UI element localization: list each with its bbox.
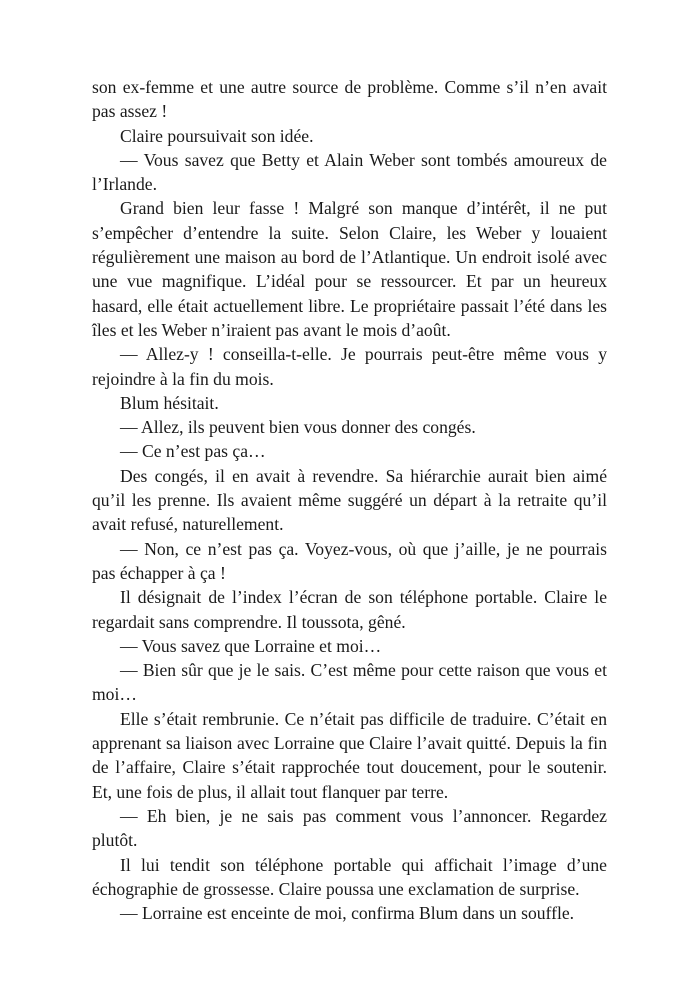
paragraph: Il lui tendit son téléphone portable qui affichait l’image d’une échographie de grossesse. Claire poussa une exclamation de surprise.	[92, 854, 607, 899]
dialogue-line: — Allez-y ! conseilla-t-elle. Je pourrais peut-être même vous y rejoindre à la fin du mois.	[92, 344, 607, 389]
dialogue-line: — Eh bien, je ne sais pas comment vous l’annoncer. Regardez plutôt.	[92, 805, 607, 851]
dialogue-line: — Vous savez que Betty et Alain Weber sont tombés amoureux de l’Irlande.	[92, 149, 607, 195]
page-body	[92, 75, 607, 925]
paragraph: Il désignait de l’index l’écran de son téléphone portable. Claire le regardait sans comprendre. Il toussota, gêné.	[92, 587, 607, 632]
dialogue-line: — Lorraine est enceinte de moi, confirma Blum dans un souffle.	[120, 903, 575, 924]
paragraph-continuation: son ex-femme et une autre source de problème. Comme s’il n’en avait pas assez !	[92, 77, 607, 122]
dialogue-line: — Non, ce n’est pas ça. Voyez-vous, où que j’aille, je ne pourrais pas échapper à ça !	[92, 538, 607, 583]
paragraph: Blum hésitait.	[120, 392, 219, 413]
dialogue-line: — Ce n’est pas ça…	[120, 441, 266, 462]
paragraph: Elle s’était rembrunie. Ce n’était pas difficile de traduire. C’était en apprenant sa liaison avec Lorraine que Claire l’avait quitté. Depuis la fin de l’affaire, Claire s’était rapprochée tout doucement, pour le soutenir. Et, une fois de plus, il allait tout flanquer par terre.	[92, 708, 607, 802]
paragraph: Des congés, il en avait à revendre. Sa hiérarchie aurait bien aimé qu’il les prenne. Ils avaient même suggéré un départ à la retraite qu’il avait refusé, naturellement.	[92, 465, 607, 535]
dialogue-line: — Vous savez que Lorraine et moi…	[120, 635, 382, 656]
paragraph: Claire poursuivait son idée.	[120, 125, 314, 146]
dialogue-line: — Allez, ils peuvent bien vous donner des congés.	[120, 417, 476, 438]
paragraph: Grand bien leur fasse ! Malgré son manque d’intérêt, il ne put s’empêcher d’entendre la suite. Selon Claire, les Weber y louaient régulièrement une maison au bord de l’Atlantique. Un endroit isolé avec une vue magnifique. L’idéal pour se ressourcer. Et par un heureux hasard, elle était actuellement libre. Le propriétaire passait l’été dans les îles et les Weber n’iraient pas avant le mois d’août.	[92, 198, 607, 340]
dialogue-line: — Bien sûr que je le sais. C’est même pour cette raison que vous et moi…	[92, 660, 607, 705]
